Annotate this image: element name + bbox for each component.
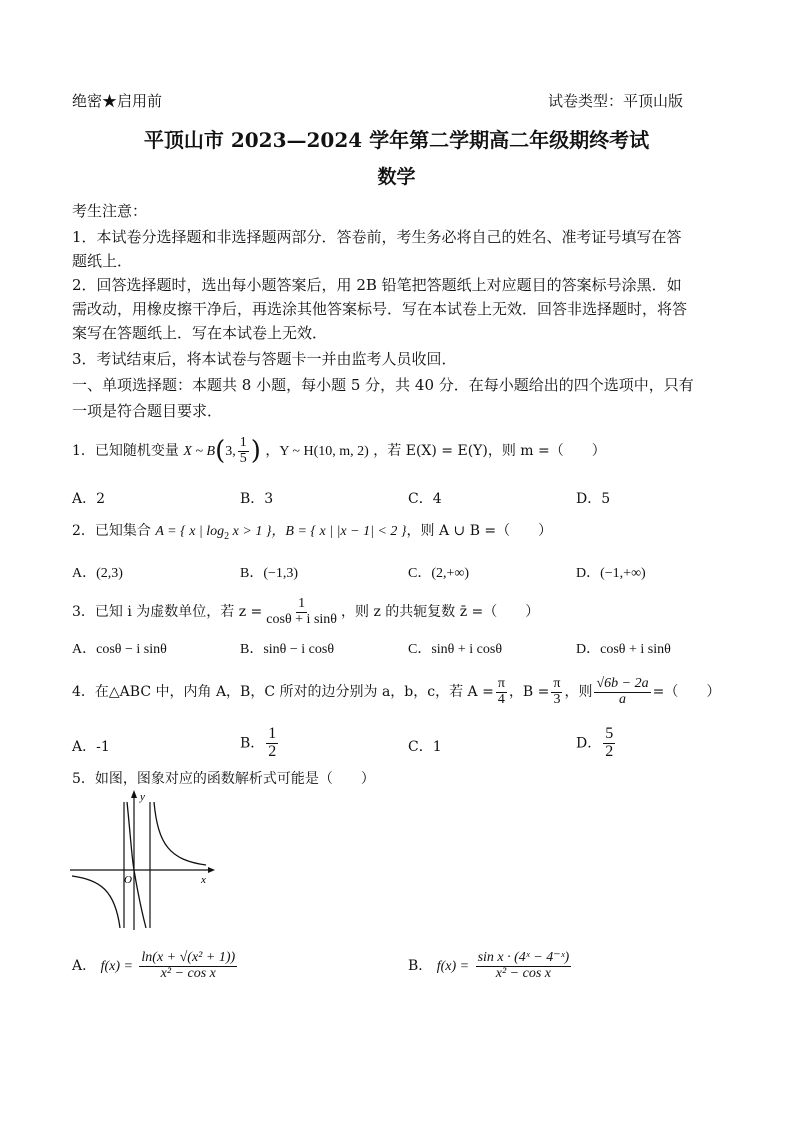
q5-option-b-label: B． [408,958,433,974]
q1-dist-y: ，Y ~ H(10, m, 2) [265,444,369,460]
q2-set-b: ，B = { x | |x − 1| < 2 } [271,524,407,539]
q3-option-d[interactable]: D．cosθ + i sinθ [576,642,671,657]
x-axis-arrow [208,867,215,873]
q3-prefix: 3．已知 i 为虚数单位，若 z = [72,604,263,620]
q4-option-d[interactable] [576,726,617,761]
q2-text: 2．已知集合 [72,523,156,539]
q1-option-b[interactable]: B．3 [240,491,274,507]
notice-item2-line3: 案写在答题纸上．写在本试卷上无效． [72,324,328,342]
notice-item2-line2: 需改动，用橡皮擦干净后，再选涂其他答案标号．写在本试卷上无效．回答非选择题时，将答 [72,300,688,318]
section1-line2: 一项是符合题目要求． [72,402,223,420]
curve-left [72,876,120,928]
q1-condition: ，若 E(X) = E(Y)，则 m =（ ） [373,443,606,460]
q1-option-c[interactable]: C．4 [408,491,442,507]
y-axis-arrow [131,790,137,798]
q5-option-b-num: sin x · (4ˣ − 4⁻ˣ) [477,949,570,965]
question-4 [72,672,720,712]
notice-item1-line1: 1．本试卷分选择题和非选择题两部分．答卷前，考生务必将自己的姓名、准考证号填写在答 [72,228,682,246]
q4-option-b-frac [266,726,278,761]
q4-frac-b-num: π [553,675,561,691]
q4-option-d-den: 2 [605,742,614,760]
q2-set-a: A = { x | log [155,524,225,539]
graph-x-label: x [201,874,206,886]
question-5: 5．如图，图象对应的函数解析式可能是（ ） [72,771,375,787]
q4-expr [594,677,650,707]
q5-option-a-lhs: f(x) = [100,959,133,974]
section1-line1: 一、单项选择题：本题共 8 小题，每小题 5 分，共 40 分．在每小题给出的四个选项中，只有 [72,376,694,394]
curve-middle [127,802,146,928]
q4-option-a[interactable]: A．-1 [72,739,110,755]
q2-option-a[interactable]: A．(2,3) [72,566,123,581]
question-1: 1．已知随机变量 X ~ B(3, $\frac{1}{5}$ ) ，Y ~ H(10, m, 2) ，若 E(X) = E(Y)，则 m =（ ） [72,435,606,467]
q4-frac-a-num: π [497,675,505,691]
q1-dist-x: X ~ B [183,444,216,460]
q1-frac-den: 5 [239,450,247,466]
q2-option-b[interactable]: B．(−1,3) [240,566,299,581]
q4-expr-num: √6b − 2a [596,675,649,691]
q5-option-b-frac [476,951,572,981]
subject-title: 数学 [377,166,416,188]
notice-item1-line2: 题纸上． [72,252,133,270]
q2-tail: ，则 A ∪ B =（ ） [406,523,553,539]
q4-option-c[interactable]: C．1 [408,739,442,755]
q4-then: ，则 [564,684,593,700]
question-3 [72,594,539,630]
q5-option-b[interactable] [408,944,573,989]
q4-frac-b-den: 3 [553,691,561,707]
q4-option-b-label: B． [240,735,265,752]
q1-fraction [238,436,249,466]
q5-option-b-lhs: f(x) = [436,959,470,974]
q5-option-a-label: A． [72,958,97,974]
q3-tail: ，则 z 的共轭复数 z̄ =（ ） [341,604,540,620]
function-graph [70,790,215,930]
exam-title: 平顶山市 2023—2024 学年第二学期高二年级期终考试 [143,128,650,152]
q2-set-a-end: x > 1 } [229,524,272,539]
graph-y-label: y [140,791,145,803]
q5-option-a-den: x² − cos x [160,965,216,981]
q4-frac-a [496,677,507,707]
q4-option-b-num: 1 [268,725,277,742]
q4-prefix: 4．在△ABC 中，内角 A，B，C 所对的边分别为 a，b，c，若 A = [72,684,494,700]
q4-tail: =（ ） [652,684,721,700]
q4-option-b-den: 2 [268,742,277,760]
q5-option-a[interactable] [72,944,239,989]
q1-option-d[interactable]: D．5 [576,491,611,507]
question-2 [72,520,552,542]
q4-option-d-frac [603,726,615,761]
notice-item3: 3．考试结束后，将本试卷与答题卡一并由监考人员收回． [72,350,457,368]
q2-log-base: 2 [224,530,230,542]
q3-frac-num: 1 [298,595,306,611]
q4-option-d-label: D． [576,735,602,752]
graph-origin-label: O [124,874,132,886]
curve-right [154,802,206,865]
q1-frac-num: 1 [239,435,247,450]
q3-fraction [264,597,339,627]
q4-option-b[interactable] [240,726,280,761]
paper-type-label: 试卷类型：平顶山版 [548,92,684,110]
q4-mid: ，B = [508,684,550,700]
notice-heading: 考生注意： [72,202,148,220]
q1-dist-x-a: 3, [225,444,236,460]
q4-frac-b [551,677,562,707]
q5-option-a-num: ln(x + √(x² + 1)) [141,949,236,965]
q3-option-c[interactable]: C．sinθ + i cosθ [408,642,503,657]
q4-option-d-num: 5 [605,725,614,742]
q3-option-a[interactable]: A．cosθ − i sinθ [72,642,167,657]
q2-option-d[interactable]: D．(−1,+∞) [576,566,646,581]
notice-item2-line1: 2．回答选择题时，选出每小题答案后，用 2B 铅笔把答题纸上对应题目的答案标号涂黑．如 [72,276,682,294]
q2-option-c[interactable]: C．(2,+∞) [408,566,470,581]
q3-option-b[interactable]: B．sinθ − i cosθ [240,642,335,657]
q1-option-a[interactable]: A．2 [72,491,106,507]
q3-frac-den: cosθ + i sinθ [266,611,337,627]
q4-frac-a-den: 4 [497,691,505,707]
q1-prefix: 1．已知随机变量 [72,443,179,460]
secret-label: 绝密★启用前 [72,92,163,110]
q5-option-a-frac [139,951,237,981]
q4-expr-den: a [619,691,627,707]
q5-option-b-den: x² − cos x [495,965,551,981]
